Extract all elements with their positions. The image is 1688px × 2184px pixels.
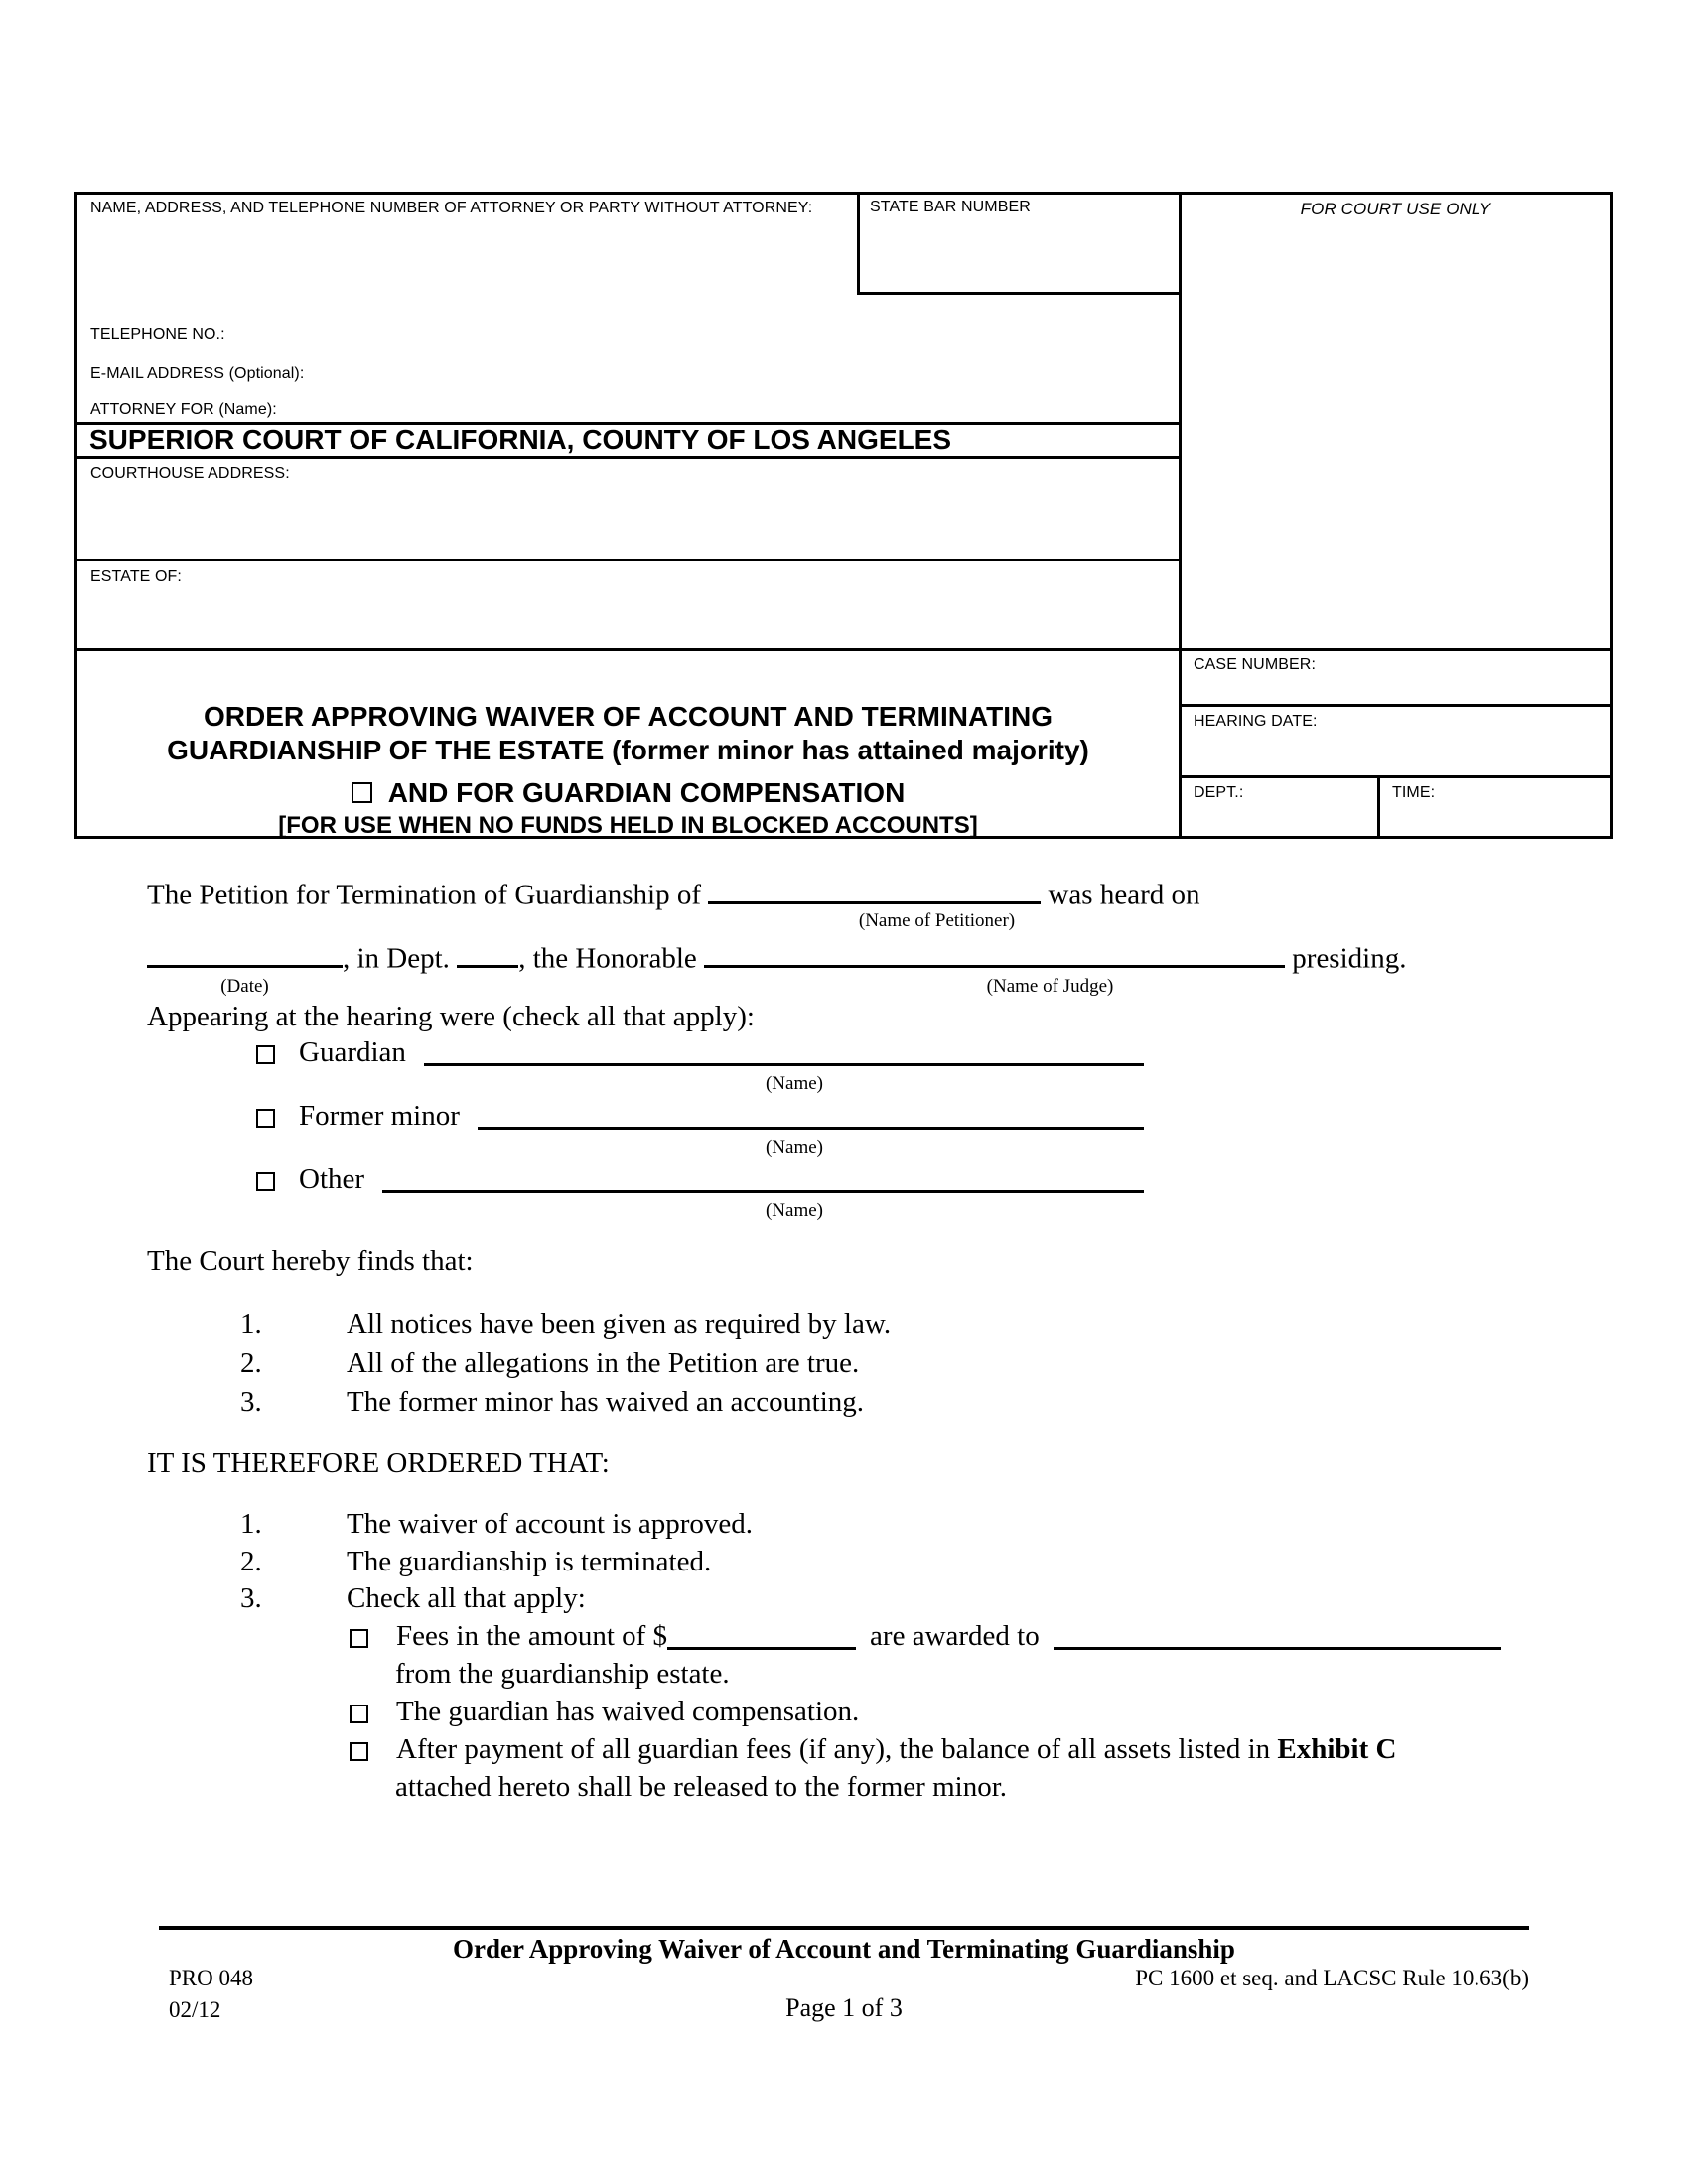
name-label: (Name) bbox=[765, 1200, 824, 1221]
petition-pre: The Petition for Termination of Guardianship of bbox=[147, 879, 701, 911]
item-number: 3. bbox=[240, 1386, 262, 1418]
case-number-label: CASE NUMBER: bbox=[1194, 656, 1316, 673]
courthouse-address-field[interactable] bbox=[77, 459, 1179, 559]
order-item bbox=[240, 1544, 711, 1579]
item-number: 1. bbox=[240, 1308, 262, 1340]
revision-date: 02/12 bbox=[169, 1997, 221, 2022]
date-blank[interactable] bbox=[147, 935, 343, 968]
in-dept-text: , in Dept. bbox=[343, 942, 450, 975]
dept-field[interactable] bbox=[1182, 778, 1377, 836]
hearing-sentence bbox=[147, 935, 1406, 977]
fees-option-row bbox=[350, 1618, 1501, 1654]
case-number-field[interactable] bbox=[1182, 651, 1610, 704]
court-name-row bbox=[77, 422, 1179, 459]
ordered-heading: IT IS THEREFORE ORDERED THAT: bbox=[147, 1447, 610, 1479]
former-minor-checkbox[interactable] bbox=[256, 1109, 275, 1128]
guardian-label: Guardian bbox=[299, 1036, 406, 1068]
fees-pre-text: Fees in the amount of $ bbox=[396, 1620, 668, 1652]
after-payment-text: After payment of all guardian fees (if any), the balance of all assets listed in bbox=[396, 1733, 1271, 1765]
presiding-text: presiding. bbox=[1292, 942, 1407, 975]
waived-compensation-row bbox=[350, 1694, 1501, 1729]
telephone-label: TELEPHONE NO.: bbox=[90, 326, 225, 342]
item-number: 3. bbox=[240, 1582, 262, 1614]
fees-continuation: from the guardianship estate. bbox=[395, 1658, 730, 1690]
petition-post: was heard on bbox=[1048, 879, 1200, 911]
form-title-line4: [FOR USE WHEN NO FUNDS HELD IN BLOCKED ACCOUNTS] bbox=[278, 812, 978, 839]
court-use-field[interactable] bbox=[1182, 195, 1610, 648]
judge-name-blank[interactable] bbox=[704, 935, 1285, 968]
order-text: Check all that apply: bbox=[347, 1582, 586, 1614]
name-of-judge-label: (Name of Judge) bbox=[986, 976, 1114, 997]
finding-item bbox=[240, 1345, 859, 1381]
attorney-label: NAME, ADDRESS, AND TELEPHONE NUMBER OF ATTORNEY OR PARTY WITHOUT ATTORNEY: bbox=[90, 200, 813, 216]
other-label: Other bbox=[299, 1163, 365, 1195]
item-number: 1. bbox=[240, 1508, 262, 1540]
page-number: Page 1 of 3 bbox=[785, 1993, 903, 2022]
court-use-label: FOR COURT USE ONLY bbox=[1300, 200, 1491, 218]
fees-mid-text: are awarded to bbox=[870, 1620, 1040, 1652]
attorney-info-field[interactable] bbox=[77, 195, 857, 422]
form-title-line3-text: AND FOR GUARDIAN COMPENSATION bbox=[387, 777, 906, 808]
time-label: TIME: bbox=[1392, 784, 1436, 801]
release-assets-row bbox=[350, 1731, 1581, 1767]
release-assets-continuation: attached hereto shall be released to the former minor. bbox=[395, 1771, 1007, 1803]
statute-reference: PC 1600 et seq. and LACSC Rule 10.63(b) bbox=[1135, 1966, 1529, 1990]
former-minor-name-blank[interactable] bbox=[478, 1127, 1144, 1130]
other-appearance-row bbox=[256, 1161, 1144, 1197]
waived-compensation-checkbox[interactable] bbox=[350, 1705, 368, 1723]
name-label: (Name) bbox=[765, 1073, 824, 1094]
form-title-line3 bbox=[77, 777, 1179, 809]
finding-text: All notices have been given as required by law. bbox=[347, 1308, 892, 1340]
finding-item bbox=[240, 1384, 864, 1420]
waived-compensation-text: The guardian has waived compensation. bbox=[396, 1696, 860, 1727]
form-title-line2 bbox=[77, 735, 1179, 766]
order-text: The waiver of account is approved. bbox=[347, 1508, 754, 1540]
fees-amount-blank[interactable] bbox=[667, 1647, 856, 1650]
name-of-petitioner-label: (Name of Petitioner) bbox=[858, 910, 1016, 931]
form-number: PRO 048 bbox=[169, 1966, 253, 1990]
former-minor-appearance-row bbox=[256, 1098, 1144, 1134]
time-field[interactable] bbox=[1380, 778, 1610, 836]
date-label: (Date) bbox=[220, 976, 269, 997]
estate-label: ESTATE OF: bbox=[90, 568, 182, 585]
exhibit-c-text: Exhibit C bbox=[1277, 1733, 1397, 1765]
findings-heading: The Court hereby finds that: bbox=[147, 1245, 474, 1277]
attorney-for-label: ATTORNEY FOR (Name): bbox=[90, 401, 277, 418]
footer-rule bbox=[159, 1926, 1529, 1930]
finding-text: The former minor has waived an accounting. bbox=[347, 1386, 865, 1418]
fees-checkbox[interactable] bbox=[350, 1629, 368, 1648]
guardian-appearance-row bbox=[256, 1034, 1144, 1070]
item-number: 2. bbox=[240, 1347, 262, 1379]
court-name: SUPERIOR COURT OF CALIFORNIA, COUNTY OF LOS ANGELES bbox=[89, 424, 952, 455]
state-bar-label: STATE BAR NUMBER bbox=[870, 199, 1031, 215]
guardian-name-blank[interactable] bbox=[424, 1063, 1144, 1066]
former-minor-label: Former minor bbox=[299, 1100, 460, 1132]
petition-sentence bbox=[147, 872, 1200, 913]
hearing-date-label: HEARING DATE: bbox=[1194, 713, 1318, 730]
finding-text: All of the allegations in the Petition are true. bbox=[347, 1347, 860, 1379]
caption-box bbox=[74, 192, 1613, 839]
release-assets-text bbox=[396, 1731, 1396, 1767]
fees-awardee-blank[interactable] bbox=[1054, 1647, 1501, 1650]
estate-of-field[interactable] bbox=[77, 561, 1179, 648]
form-title-line1: ORDER APPROVING WAIVER OF ACCOUNT AND TERMINATING bbox=[203, 701, 1054, 732]
finding-item bbox=[240, 1306, 891, 1342]
courthouse-label: COURTHOUSE ADDRESS: bbox=[90, 465, 290, 481]
footer-title: Order Approving Waiver of Account and Terminating Guardianship bbox=[453, 1934, 1235, 1964]
petitioner-name-blank[interactable] bbox=[708, 872, 1041, 904]
dept-label: DEPT.: bbox=[1194, 784, 1244, 801]
hearing-date-field[interactable] bbox=[1182, 707, 1610, 775]
dept-blank[interactable] bbox=[457, 935, 518, 968]
other-checkbox[interactable] bbox=[256, 1172, 275, 1191]
name-label: (Name) bbox=[765, 1137, 824, 1158]
order-item bbox=[240, 1580, 586, 1616]
email-label: E-MAIL ADDRESS (Optional): bbox=[90, 365, 305, 382]
guardian-compensation-checkbox[interactable] bbox=[352, 782, 372, 803]
item-number: 2. bbox=[240, 1546, 262, 1577]
guardian-checkbox[interactable] bbox=[256, 1045, 275, 1064]
honorable-text: , the Honorable bbox=[518, 942, 697, 975]
form-title-line2-caps: GUARDIANSHIP OF THE ESTATE bbox=[167, 735, 605, 765]
order-item bbox=[240, 1506, 753, 1542]
form-title-line2-paren: (former minor has attained majority) bbox=[612, 735, 1089, 765]
appearing-heading: Appearing at the hearing were (check all that apply): bbox=[147, 1001, 755, 1032]
state-bar-number-field[interactable] bbox=[857, 195, 1179, 295]
other-name-blank[interactable] bbox=[382, 1190, 1144, 1193]
order-text: The guardianship is terminated. bbox=[347, 1546, 712, 1577]
release-assets-checkbox[interactable] bbox=[350, 1742, 368, 1761]
